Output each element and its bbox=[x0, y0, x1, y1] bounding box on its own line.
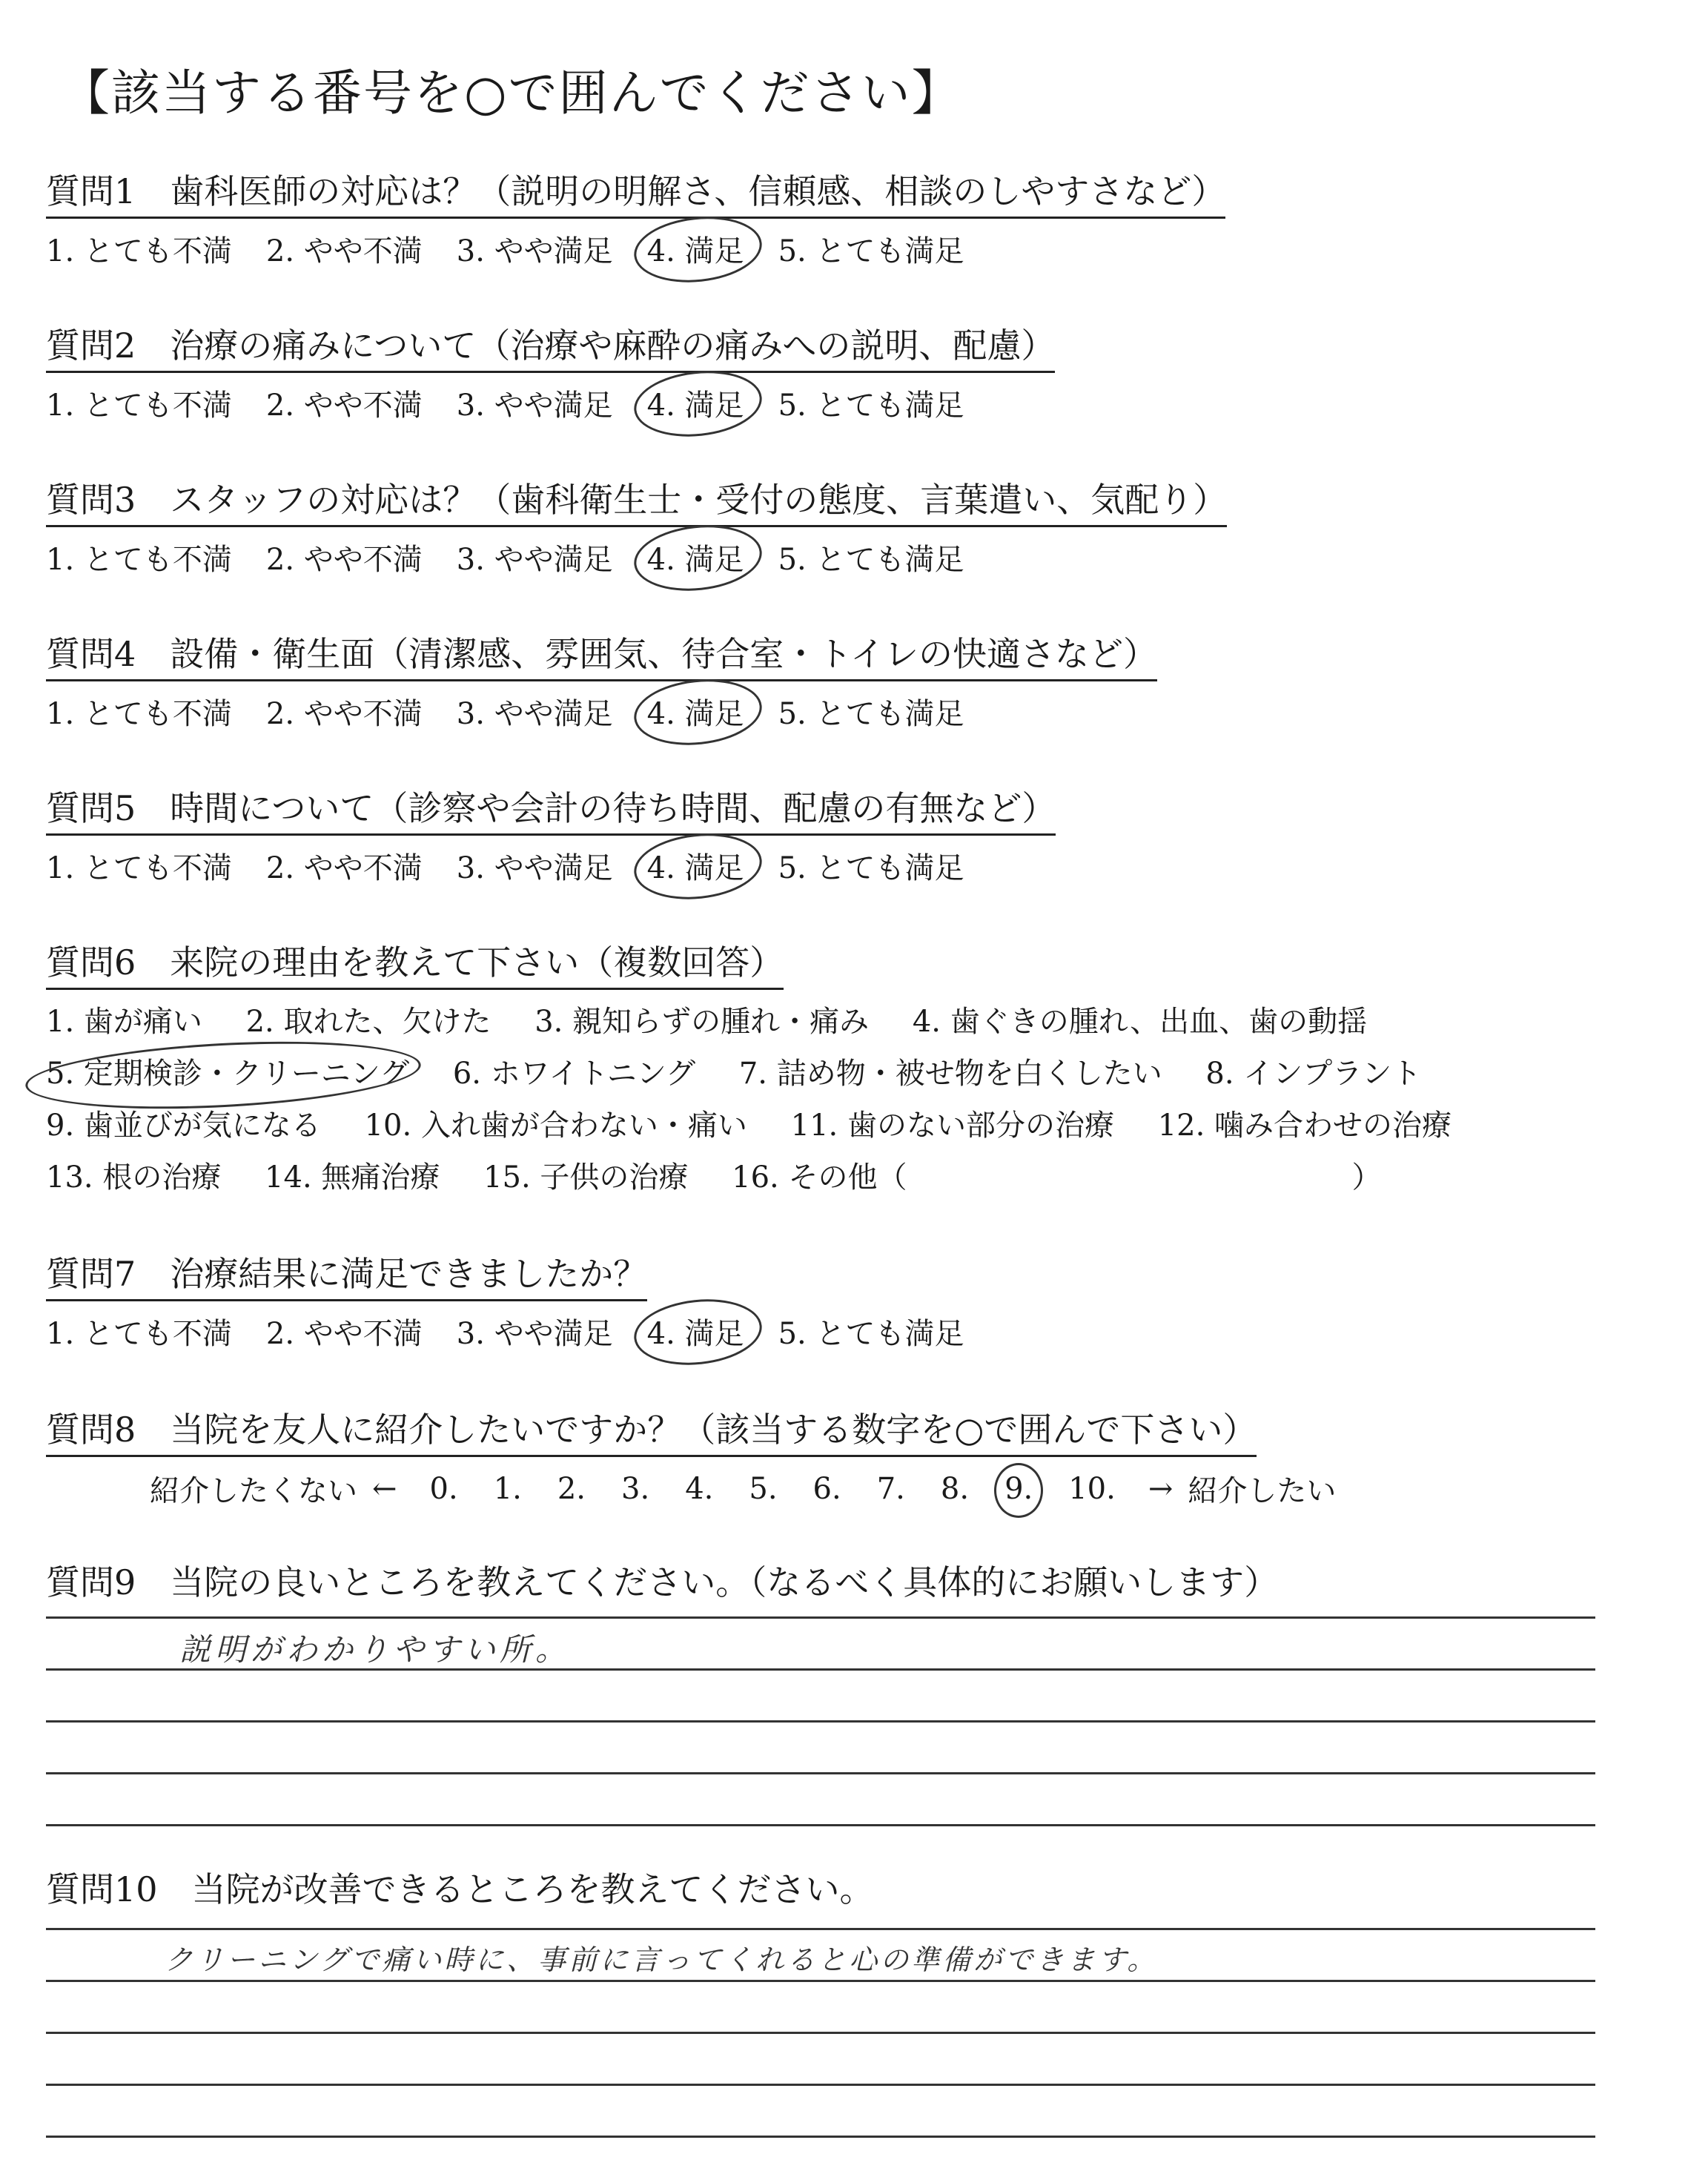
option[interactable]: 1. とても不満 bbox=[46, 1317, 232, 1351]
right-arrow-icon: → bbox=[1148, 1471, 1174, 1506]
option-selected[interactable]: 4. 満足 bbox=[647, 690, 744, 733]
scale-right-label: 紹介したい bbox=[1188, 1474, 1337, 1508]
question-9 bbox=[46, 1556, 1278, 1608]
question-6-reasons bbox=[46, 996, 1486, 1203]
question-2 bbox=[46, 319, 1055, 424]
option[interactable]: 5. とても満足 bbox=[778, 389, 964, 423]
reason-option[interactable]: 1. 歯が痛い bbox=[46, 1005, 202, 1039]
page-title: 【該当する番号を○で囲んでください】 bbox=[61, 65, 962, 122]
question-7-options bbox=[46, 1310, 998, 1353]
option[interactable]: 3. やや満足 bbox=[456, 697, 613, 731]
option[interactable]: 3. やや満足 bbox=[456, 389, 613, 423]
reason-option[interactable]: 14. 無痛治療 bbox=[265, 1160, 440, 1195]
reasons-row bbox=[46, 1152, 1486, 1203]
question-6 bbox=[46, 936, 1486, 1203]
ruled-line bbox=[46, 1928, 1595, 1930]
question-8-title: 質問8 当院を友人に紹介したいですか？（該当する数字を○で囲んで下さい） bbox=[46, 1403, 1257, 1457]
reasons-row bbox=[46, 1100, 1486, 1152]
question-4-options bbox=[46, 690, 1157, 733]
option[interactable]: 2. やや不満 bbox=[265, 234, 423, 268]
scale-number[interactable]: 7. bbox=[876, 1471, 905, 1506]
option[interactable]: 1. とても不満 bbox=[46, 543, 232, 577]
option-selected[interactable]: 4. 満足 bbox=[647, 228, 744, 270]
reason-option[interactable]: 8. インプラント bbox=[1205, 1057, 1422, 1091]
scale-number[interactable]: 3. bbox=[621, 1471, 650, 1506]
reason-option[interactable]: 10. 入れ歯が合わない・痛い bbox=[364, 1109, 747, 1143]
recommend-scale bbox=[150, 1467, 1336, 1510]
reason-option[interactable]: 6. ホワイトニング bbox=[452, 1057, 696, 1091]
scale-number[interactable]: 6. bbox=[812, 1471, 841, 1506]
option-selected[interactable]: 4. 満足 bbox=[647, 382, 744, 424]
scale-number[interactable]: 0. bbox=[429, 1471, 458, 1506]
question-6-title: 質問6 来院の理由を教えて下さい（複数回答） bbox=[46, 936, 784, 990]
reason-option[interactable]: 13. 根の治療 bbox=[46, 1160, 222, 1195]
reason-option-selected[interactable]: 5. 定期検診・クリーニング bbox=[46, 1048, 409, 1100]
scale-left-label: 紹介したくない bbox=[150, 1474, 357, 1508]
reason-option[interactable]: 12. 噛み合わせの治療 bbox=[1157, 1109, 1452, 1143]
ruled-line bbox=[46, 2032, 1595, 2034]
option[interactable]: 2. やや不満 bbox=[265, 697, 423, 731]
ruled-line bbox=[46, 2136, 1595, 2138]
ruled-line bbox=[46, 1824, 1595, 1826]
reasons-row bbox=[46, 1048, 1486, 1100]
ruled-line bbox=[46, 1980, 1595, 1982]
question-3-options bbox=[46, 536, 1227, 578]
option[interactable]: 3. やや満足 bbox=[456, 234, 613, 268]
question-10 bbox=[46, 1863, 874, 1915]
reason-option[interactable]: 9. 歯並びが気になる bbox=[46, 1109, 321, 1143]
scale-number[interactable]: 2. bbox=[557, 1471, 586, 1506]
scale-number[interactable]: 4. bbox=[685, 1471, 714, 1506]
option[interactable]: 1. とても不満 bbox=[46, 851, 232, 885]
option-selected[interactable]: 4. 満足 bbox=[647, 845, 744, 887]
question-4-title: 質問4 設備・衛生面（清潔感、雰囲気、待合室・トイレの快適さなど） bbox=[46, 627, 1157, 681]
scale-number[interactable]: 1. bbox=[493, 1471, 522, 1506]
handwritten-answer: クリーニングで痛い時に、事前に言ってくれると心の準備ができます。 bbox=[165, 1943, 1159, 1976]
question-3-title: 質問3 スタッフの対応は？（歯科衛生士・受付の態度、言葉遣い、気配り） bbox=[46, 473, 1227, 527]
scale-number-selected[interactable]: 9. bbox=[1004, 1471, 1033, 1506]
reason-option[interactable]: 4. 歯ぐきの腫れ、出血、歯の動揺 bbox=[912, 1005, 1368, 1039]
reason-option[interactable]: 7. 詰め物・被せ物を白くしたい bbox=[738, 1057, 1162, 1091]
option[interactable]: 2. やや不満 bbox=[265, 543, 423, 577]
scale-number[interactable]: 8. bbox=[940, 1471, 970, 1506]
question-1-title: 質問1 歯科医師の対応は？（説明の明解さ、信頼感、相談のしやすさなど） bbox=[46, 165, 1225, 219]
option[interactable]: 5. とても満足 bbox=[778, 851, 964, 885]
option[interactable]: 5. とても満足 bbox=[778, 234, 964, 268]
handwritten-answer: 説明がわかりやすい所。 bbox=[179, 1631, 572, 1668]
ruled-line bbox=[46, 1772, 1595, 1774]
option[interactable]: 1. とても不満 bbox=[46, 697, 232, 731]
ruled-line bbox=[46, 1720, 1595, 1723]
option[interactable]: 2. やや不満 bbox=[265, 851, 423, 885]
option-selected[interactable]: 4. 満足 bbox=[647, 1310, 744, 1353]
reasons-row bbox=[46, 996, 1486, 1048]
reason-option[interactable]: 2. 取れた、欠けた bbox=[245, 1005, 491, 1039]
option[interactable]: 3. やや満足 bbox=[456, 543, 613, 577]
ruled-line bbox=[46, 1616, 1595, 1619]
question-1 bbox=[46, 165, 1225, 270]
scale-number[interactable]: 10. bbox=[1068, 1471, 1116, 1506]
reason-option[interactable]: 16. その他（ ） bbox=[732, 1160, 1382, 1195]
left-arrow-icon: ← bbox=[372, 1471, 397, 1506]
option[interactable]: 3. やや満足 bbox=[456, 1317, 613, 1351]
option[interactable]: 1. とても不満 bbox=[46, 389, 232, 423]
question-9-title: 質問9 当院の良いところを教えてください。（なるべく具体的にお願いします） bbox=[46, 1562, 1279, 1602]
question-1-options bbox=[46, 228, 1225, 270]
question-3 bbox=[46, 473, 1227, 578]
option[interactable]: 5. とても満足 bbox=[778, 1317, 964, 1351]
option[interactable]: 1. とても不満 bbox=[46, 234, 232, 268]
question-5-title: 質問5 時間について（診察や会計の待ち時間、配慮の有無など） bbox=[46, 782, 1056, 836]
reason-option[interactable]: 15. 子供の治療 bbox=[483, 1160, 689, 1195]
reason-option[interactable]: 11. 歯のない部分の治療 bbox=[790, 1109, 1114, 1143]
question-10-title: 質問10 当院が改善できるところを教えてください。 bbox=[46, 1869, 874, 1909]
question-8 bbox=[46, 1403, 1336, 1510]
scale-number[interactable]: 5. bbox=[749, 1471, 778, 1506]
question-4 bbox=[46, 627, 1157, 733]
question-2-options bbox=[46, 382, 1055, 424]
reason-option[interactable]: 3. 親知らずの腫れ・痛み bbox=[534, 1005, 870, 1039]
question-2-title: 質問2 治療の痛みについて（治療や麻酔の痛みへの説明、配慮） bbox=[46, 319, 1055, 373]
option[interactable]: 3. やや満足 bbox=[456, 851, 613, 885]
question-7 bbox=[46, 1247, 998, 1353]
question-5-options bbox=[46, 845, 1056, 887]
option[interactable]: 5. とても満足 bbox=[778, 697, 964, 731]
option[interactable]: 2. やや不満 bbox=[265, 389, 423, 423]
option-selected[interactable]: 4. 満足 bbox=[647, 536, 744, 578]
question-5 bbox=[46, 782, 1056, 887]
option[interactable]: 2. やや不満 bbox=[265, 1317, 423, 1351]
option[interactable]: 5. とても満足 bbox=[778, 543, 964, 577]
ruled-line bbox=[46, 2084, 1595, 2086]
question-7-title: 質問7 治療結果に満足できましたか？ bbox=[46, 1247, 647, 1301]
